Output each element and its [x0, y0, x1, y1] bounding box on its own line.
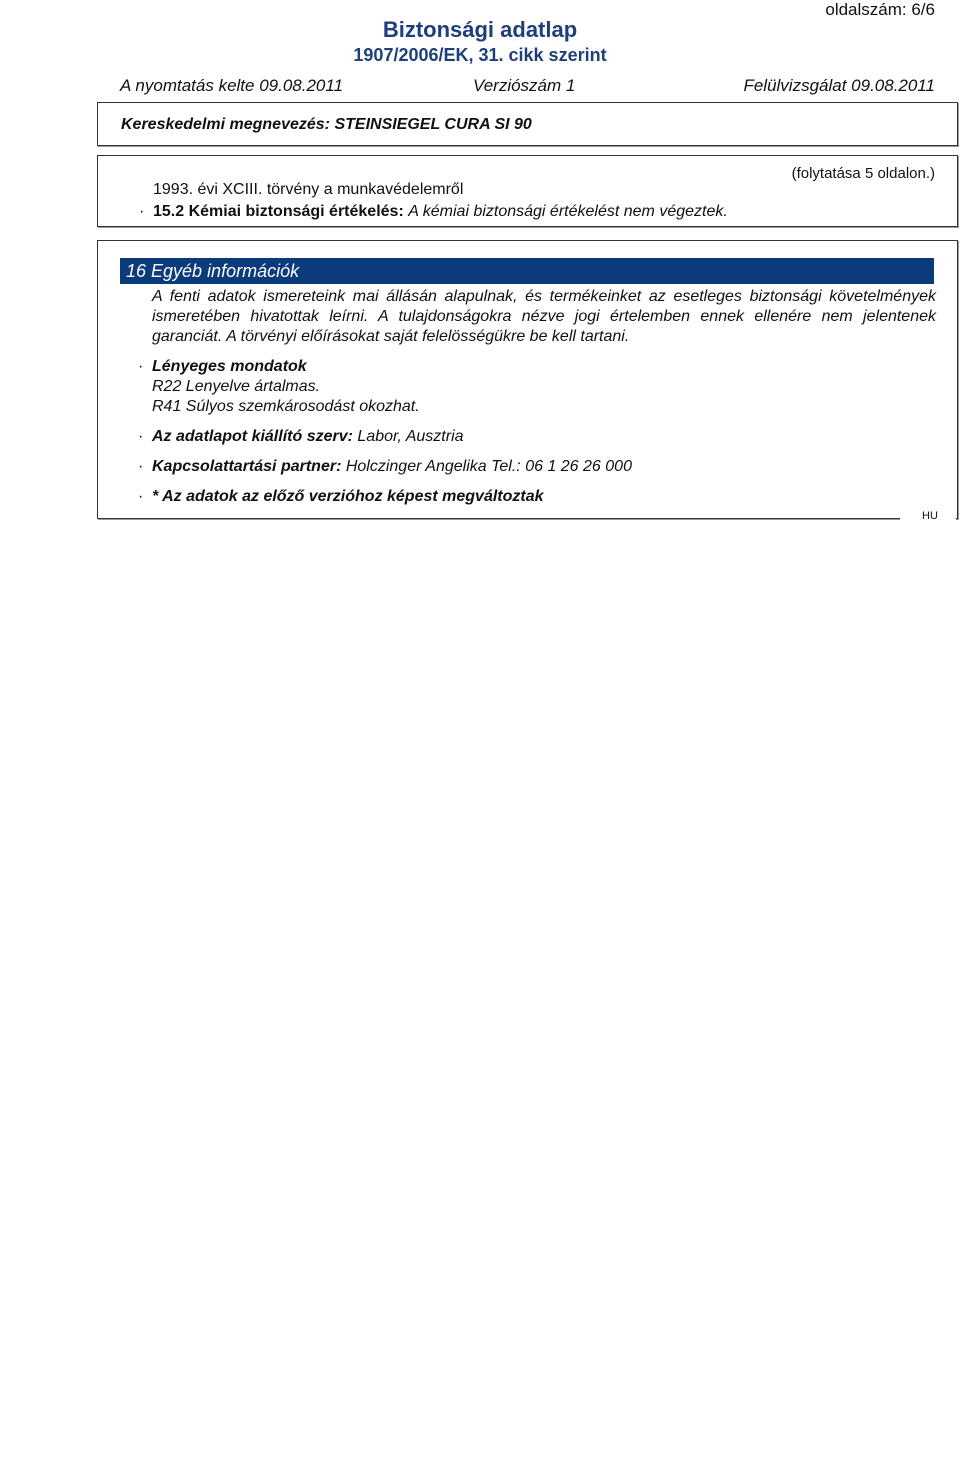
continuation-box — [97, 155, 958, 227]
key-phrases-label: Lényeges mondatok — [152, 358, 307, 375]
lang-code: HU — [922, 510, 938, 522]
contact-line — [138, 458, 632, 476]
bullet: · — [138, 358, 144, 375]
key-phrases-heading — [138, 358, 307, 376]
print-date: A nyomtatás kelte 09.08.2011 — [120, 76, 344, 95]
bullet: · — [138, 488, 144, 505]
page-number: oldalszám: 6/6 — [825, 0, 935, 19]
contact-label: Kapcsolattartási partner: — [152, 458, 342, 475]
document-title: Biztonsági adatlap — [382, 17, 578, 42]
trade-name: Kereskedelmi megnevezés: STEINSIEGEL CURA SI 90 — [121, 116, 532, 133]
changes-note: * Az adatok az előző verzióhoz képest megváltoztak — [152, 488, 544, 505]
revision-date: Felülvizsgálat 09.08.2011 — [743, 76, 935, 95]
bullet: · — [138, 428, 144, 445]
item-label: 15.2 Kémiai biztonsági értékelés: — [153, 203, 404, 220]
disclaimer-paragraph: A fenti adatok ismereteink mai állásán alapulnak, és termékeinket az esetleges biztonsági követelmények ismeretében hivatottak leírni. A tulajdonságokra nézve jogi értelemben ennek ellenére nem jelentenek garanciát. A törvényi előírásokat saját felelösségükre be kell tartani. — [152, 288, 936, 345]
section-16-heading: 16 Egyéb információk — [120, 258, 934, 284]
changes-line — [138, 488, 544, 506]
version: Verziószám 1 — [473, 76, 576, 95]
issuer-line — [138, 428, 464, 446]
r41-phrase: R41 Súlyos szemkárosodást okozhat. — [152, 398, 420, 415]
law-reference: 1993. évi XCIII. törvény a munkavédelemről — [153, 181, 464, 198]
issuer-label: Az adatlapot kiállító szerv: — [152, 428, 353, 445]
document-subtitle: 1907/2006/EK, 31. cikk szerint — [353, 45, 607, 65]
lang-marker — [900, 510, 956, 524]
bullet: · — [139, 203, 145, 220]
trade-name-box — [97, 102, 958, 146]
continuation-note: (folytatása 5 oldalon.) — [791, 165, 935, 182]
r22-phrase: R22 Lenyelve ártalmas. — [152, 378, 321, 395]
contact-value: Holczinger Angelika Tel.: 06 1 26 26 000 — [345, 458, 632, 475]
issuer-value: Labor, Ausztria — [357, 428, 464, 445]
bullet: · — [138, 458, 144, 475]
item-text: A kémiai biztonsági értékelést nem végeztek. — [408, 203, 728, 220]
chemical-safety-item — [139, 203, 728, 221]
